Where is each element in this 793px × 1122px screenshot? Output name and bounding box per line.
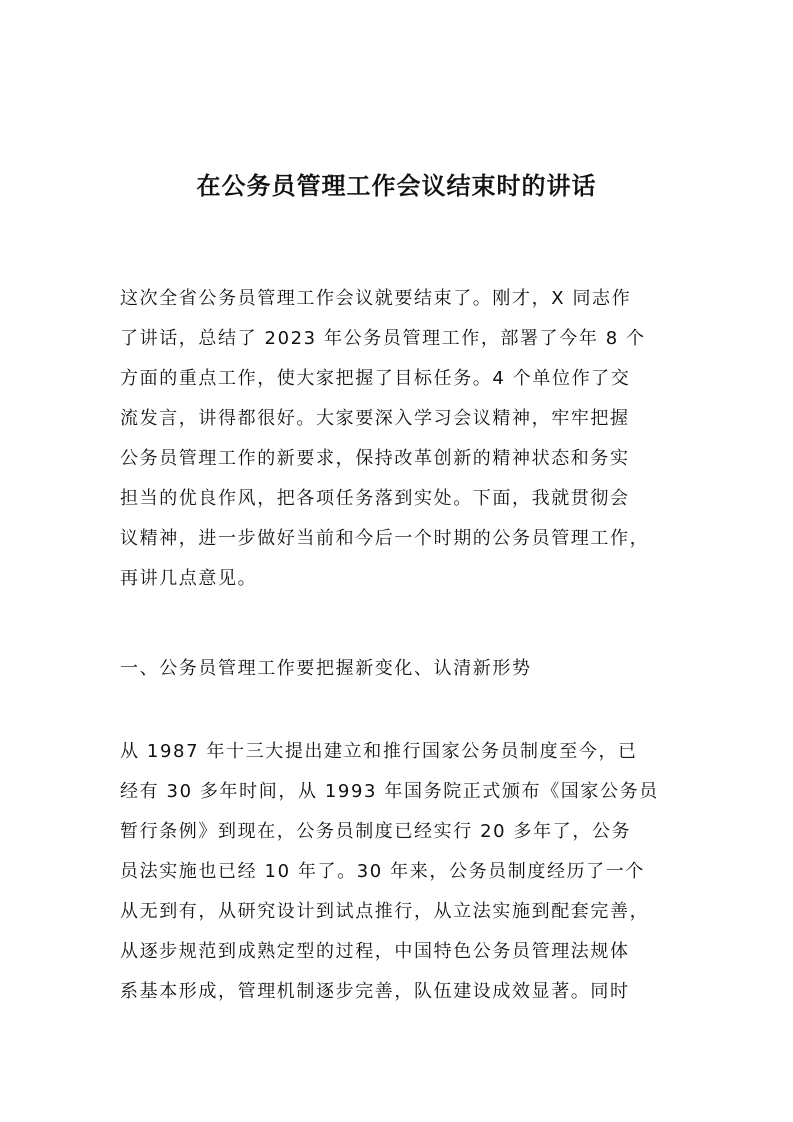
- paragraph-line: 议精神，进一步做好当前和今后一个时期的公务员管理工作，: [120, 528, 650, 549]
- paragraph-line: 从逐步规范到成熟定型的过程，中国特色公务员管理法规体: [120, 941, 630, 962]
- paragraph-line: 经有 30 多年时间，从 1993 年国务院正式颁布《国家公务员: [120, 781, 659, 802]
- paragraph-line: 从无到有，从研究设计到试点推行，从立法实施到配套完善，: [120, 901, 650, 922]
- paragraph-line: 流发言，讲得都很好。大家要深入学习会议精神，牢牢把握: [120, 408, 630, 429]
- paragraph-line: 担当的优良作风，把各项任务落到实处。下面，我就贯彻会: [120, 488, 630, 509]
- paragraph-line: 这次全省公务员管理工作会议就要结束了。刚才，X 同志作: [120, 288, 632, 309]
- paragraph-line: 了讲话，总结了 2023 年公务员管理工作，部署了今年 8 个: [120, 328, 646, 349]
- paragraph-line: 从 1987 年十三大提出建立和推行国家公务员制度至今，已: [120, 741, 638, 762]
- paragraph-line: 方面的重点工作，使大家把握了目标任务。4 个单位作了交: [120, 368, 631, 389]
- paragraph-line: 公务员管理工作的新要求，保持改革创新的精神状态和务实: [120, 448, 630, 469]
- paragraph-intro: [120, 279, 690, 599]
- paragraph-line: 系基本形成，管理机制逐步完善，队伍建设成效显著。同时: [120, 981, 630, 1002]
- section-heading-text: 一、公务员管理工作要把握新变化、认清新形势: [120, 658, 532, 679]
- paragraph-line: 员法实施也已经 10 年了。30 年来，公务员制度经历了一个: [120, 861, 645, 882]
- paragraph-history: [120, 732, 690, 1012]
- paragraph-line: 再讲几点意见。: [120, 568, 258, 589]
- paragraph-line: 暂行条例》到现在，公务员制度已经实行 20 多年了，公务: [120, 821, 632, 842]
- section-heading: [120, 649, 690, 689]
- document-title: 在公务员管理工作会议结束时的讲话: [196, 171, 597, 200]
